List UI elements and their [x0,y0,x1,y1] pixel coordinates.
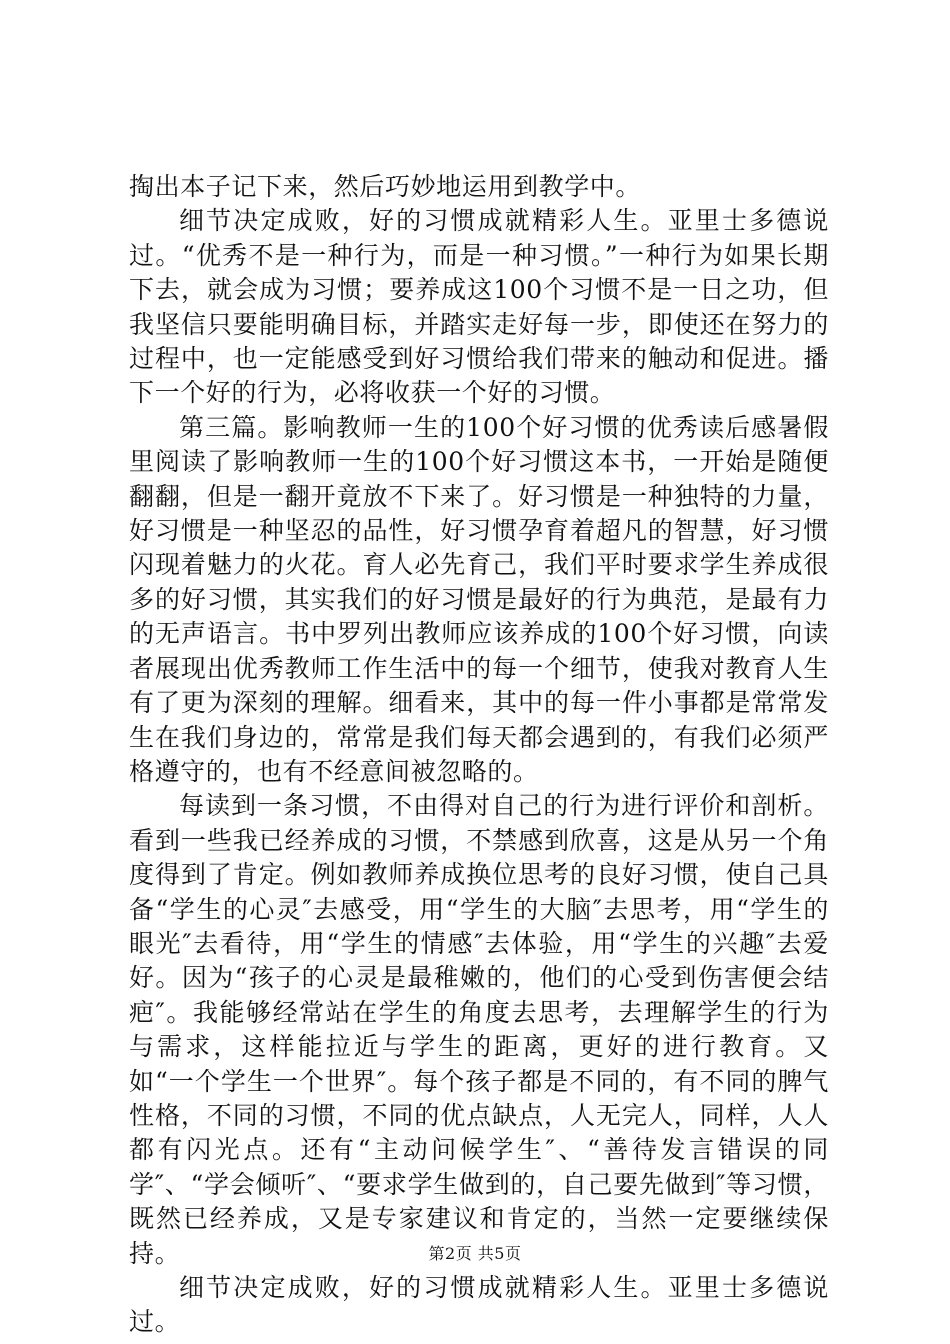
page-footer: 第2页 共5页 [428,1244,522,1263]
paragraph-third-article: 第三篇。影响教师一生的100个好习惯的优秀读后感暑假里阅读了影响教师一生的100个好习惯这本书，一开始是随便翻翻，但是一翻开竟放不下来了。好习惯是一种独特的力量，好习惯是一种坚忍的品性，好习惯孕育着超凡的智慧，好习惯闪现着魅力的火花。育人必先育己，我们平时要求学生养成很多的好习惯，其实我们的好习惯是最好的行为典范，是最有力的无声语言。书中罗列出教师应该养成的100个好习惯，向读者展现出优秀教师工作生活中的每一个细节，使我对教育人生有了更为深刻的理解。细看来，其中的每一件小事都是常常发生在我们身边的，常常是我们每天都会遇到的，有我们必须严格遵守的，也有不经意间被忽略的。 [129,412,829,786]
paragraph-reflection: 每读到一条习惯，不由得对自己的行为进行评价和剖析。看到一些我已经养成的习惯，不禁感到欣喜，这是从另一个角度得到了肯定。例如教师养成换位思考的良好习惯，使自己具备“学生的心灵″去感受，用“学生的大脑″去思考，用“学生的眼光″去看待，用“学生的情感″去体验，用“学生的兴趣″去爱好。因为“孩子的心灵是最稚嫩的，他们的心受到伤害便会结疤″。我能够经常站在学生的角度去思考，去理解学生的行为与需求，这样能拉近与学生的距离，更好的进行教育。又如“一个学生一个世界″。每个孩子都是不同的，有不同的脾气性格，不同的习惯，不同的优点缺点，人无完人，同样，人人都有闪光点。还有“主动问候学生″、“善待发言错误的同学″、“学会倾听″、“要求学生做到的，自己要先做到″等习惯，既然已经养成，又是专家建议和肯定的，当然一定要继续保持。 [129,791,829,1268]
paragraph-closing: 细节决定成败，好的习惯成就精彩人生。亚里士多德说过。 [129,1273,829,1337]
paragraph-details-habits: 细节决定成败，好的习惯成就精彩人生。亚里士多德说过。“优秀不是一种行为，而是一种习惯。”一种行为如果长期下去，就会成为习惯；要养成这100个习惯不是一日之功，但我坚信只要能明确目标，并踏实走好每一步，即使还在努力的过程中，也一定能感受到好习惯给我们带来的触动和促进。播下一个好的行为，必将收获一个好的习惯。 [129,206,829,408]
body-text [129,170,829,1340]
paragraph-continuation: 掏出本子记下来，然后巧妙地运用到教学中。 [129,172,642,201]
